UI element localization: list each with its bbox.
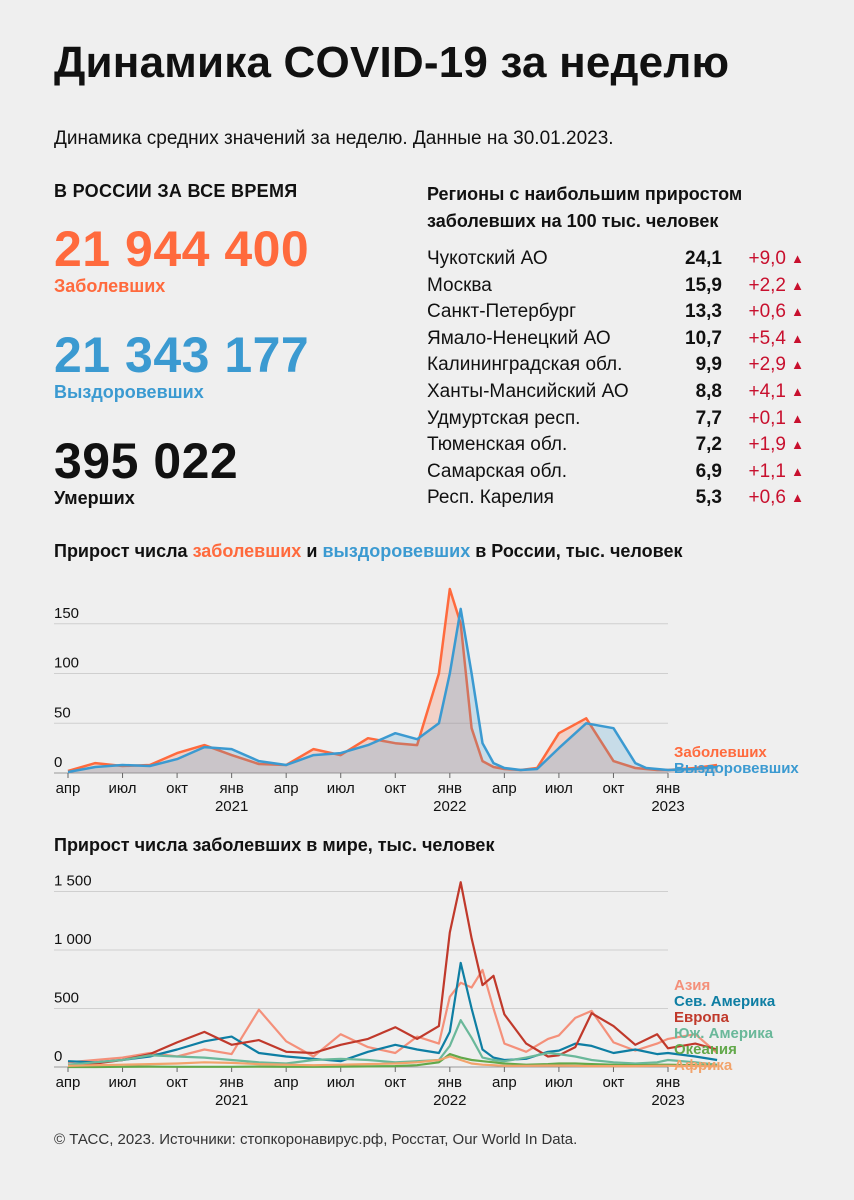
increase-arrow-icon: ▲ [791,357,804,373]
chart1-title-recovered: выздоровевших [322,541,471,561]
x-tick-label: янв [219,1074,244,1091]
region-name: Санкт-Петербург [427,301,577,323]
series-line-2 [68,882,717,1064]
y-tick-label: 0 [54,1048,63,1065]
x-tick-label: апр [491,1074,517,1091]
region-name: Самарская обл. [427,460,568,482]
russia-totals-heading: В РОССИИ ЗА ВСЕ ВРЕМЯ [54,181,298,201]
legend-label: Европа [674,1009,729,1026]
chart1-title-cases: заболевших [192,541,302,561]
series-area-1 [68,609,717,773]
x-tick-label: июл [108,1074,137,1091]
region-name: Удмуртская респ. [427,407,581,429]
region-row [427,248,812,274]
recovered-total-value: 21 343 177 [54,327,310,383]
increase-arrow-icon: ▲ [791,330,804,346]
russia-cases-chart [0,570,854,825]
region-row [427,487,812,513]
region-change: +0,1 [748,407,786,429]
region-change: +1,9 [748,434,786,456]
region-value: 13,3 [685,301,722,323]
region-change: +9,0 [748,248,786,269]
page-title: Динамика COVID-19 за неделю [54,38,730,87]
x-tick-label: янв [437,1074,463,1091]
increase-arrow-icon: ▲ [791,410,804,426]
cases-total-label: Заболевших [54,276,166,296]
legend-label: Выздоровевших [674,760,799,777]
region-value: 5,3 [695,487,722,509]
region-value: 6,9 [695,460,722,482]
increase-arrow-icon: ▲ [791,384,804,399]
region-row [427,408,812,434]
chart1-title-part1: Прирост числа [54,541,188,561]
x-tick-label: июл [544,1074,573,1091]
x-tick-label: окт [384,780,407,797]
x-tick-label: окт [166,1074,189,1091]
x-tick-label: янв [655,1074,681,1091]
legend-label: Юж. Америка [674,1025,774,1042]
cases-total-value: 21 944 400 [54,221,310,277]
chart1-title [54,541,682,562]
increase-arrow-icon: ▲ [791,463,804,479]
recovered-total-label: Выздоровевших [54,382,204,402]
region-change: +1,1 [748,460,786,482]
region-row [427,354,812,380]
world-cases-chart [0,862,854,1117]
region-change: +4,1 [748,381,786,402]
increase-arrow-icon: ▲ [791,437,804,453]
regions-heading: Регионы с наибольшим приростом заболевших на 100 тыс. человек [427,184,743,231]
region-name: Москва [427,274,492,296]
legend-label: Сев. Америка [674,993,776,1010]
x-tick-label: окт [602,780,625,797]
increase-arrow-icon: ▲ [791,490,804,506]
page-subtitle: Динамика средних значений за неделю. Данные на 30.01.2023. [54,128,614,149]
region-name: Калининградская обл. [427,354,623,376]
region-value: 24,1 [685,248,722,269]
region-name: Ханты-Мансийский АО [427,381,629,402]
deaths-total-value: 395 022 [54,433,239,489]
x-tick-label: окт [166,780,189,797]
x-tick-label: апр [273,780,299,797]
x-tick-label: апр [55,780,81,797]
region-name: Ямало-Ненецкий АО [427,327,611,349]
x-tick-label: янв [437,780,463,797]
increase-arrow-icon: ▲ [791,251,804,266]
region-row [427,328,812,354]
chart1-title-part3: в России, тыс. человек [475,541,683,561]
year-label: 2023 [651,1092,685,1109]
region-change: +2,2 [748,274,786,296]
y-tick-label: 1 500 [54,872,92,890]
region-change: +0,6 [748,487,786,509]
y-tick-label: 50 [54,704,71,722]
legend-label: Океания [674,1041,737,1058]
increase-arrow-icon: ▲ [791,304,804,320]
footer-sources: © ТАСС, 2023. Источники: стопкоронавирус.рф, Росстат, Our World In Data. [54,1131,578,1148]
legend-label: Заболевших [674,744,767,761]
region-value: 15,9 [685,274,722,296]
series-line-3 [68,1020,717,1064]
year-label: 2022 [433,1092,467,1109]
increase-arrow-icon: ▲ [791,277,804,293]
year-label: 2021 [214,798,249,815]
region-value: 7,7 [695,407,722,429]
deaths-total-label: Умерших [54,488,135,508]
year-label: 2023 [651,798,685,815]
region-value: 7,2 [695,434,722,456]
chart2-title: Прирост числа заболевших в мире, тыс. человек [54,835,495,855]
chart1-title-part2: и [306,541,318,561]
legend-label: Азия [674,977,711,994]
y-tick-label: 500 [54,989,80,1007]
region-row [427,301,812,327]
y-tick-label: 0 [54,754,63,771]
y-tick-label: 150 [54,604,80,622]
region-change: +0,6 [748,301,786,323]
region-value: 8,8 [695,381,722,402]
region-name: Тюменская обл. [427,434,568,456]
region-name: Респ. Карелия [427,487,554,509]
region-change: +2,9 [748,354,786,376]
x-tick-label: апр [273,1074,299,1091]
x-tick-label: апр [491,780,517,797]
region-row [427,461,812,487]
x-tick-label: июл [108,780,137,797]
x-tick-label: янв [219,780,244,797]
legend-label: Африка [674,1057,733,1074]
x-tick-label: янв [655,780,681,797]
region-row [427,275,812,301]
x-tick-label: июл [544,780,573,797]
x-tick-label: июл [326,1074,355,1091]
region-row [427,381,812,407]
region-name: Чукотский АО [427,248,548,269]
y-tick-label: 100 [54,654,80,672]
region-change: +5,4 [748,327,786,349]
x-tick-label: апр [55,1074,81,1091]
y-tick-label: 1 000 [54,931,92,949]
year-label: 2021 [214,1092,249,1109]
x-tick-label: окт [384,1074,407,1091]
region-value: 10,7 [685,327,722,349]
region-row [427,434,812,460]
year-label: 2022 [433,798,467,815]
region-value: 9,9 [695,354,722,376]
x-tick-label: окт [602,1074,625,1091]
x-tick-label: июл [326,780,355,797]
